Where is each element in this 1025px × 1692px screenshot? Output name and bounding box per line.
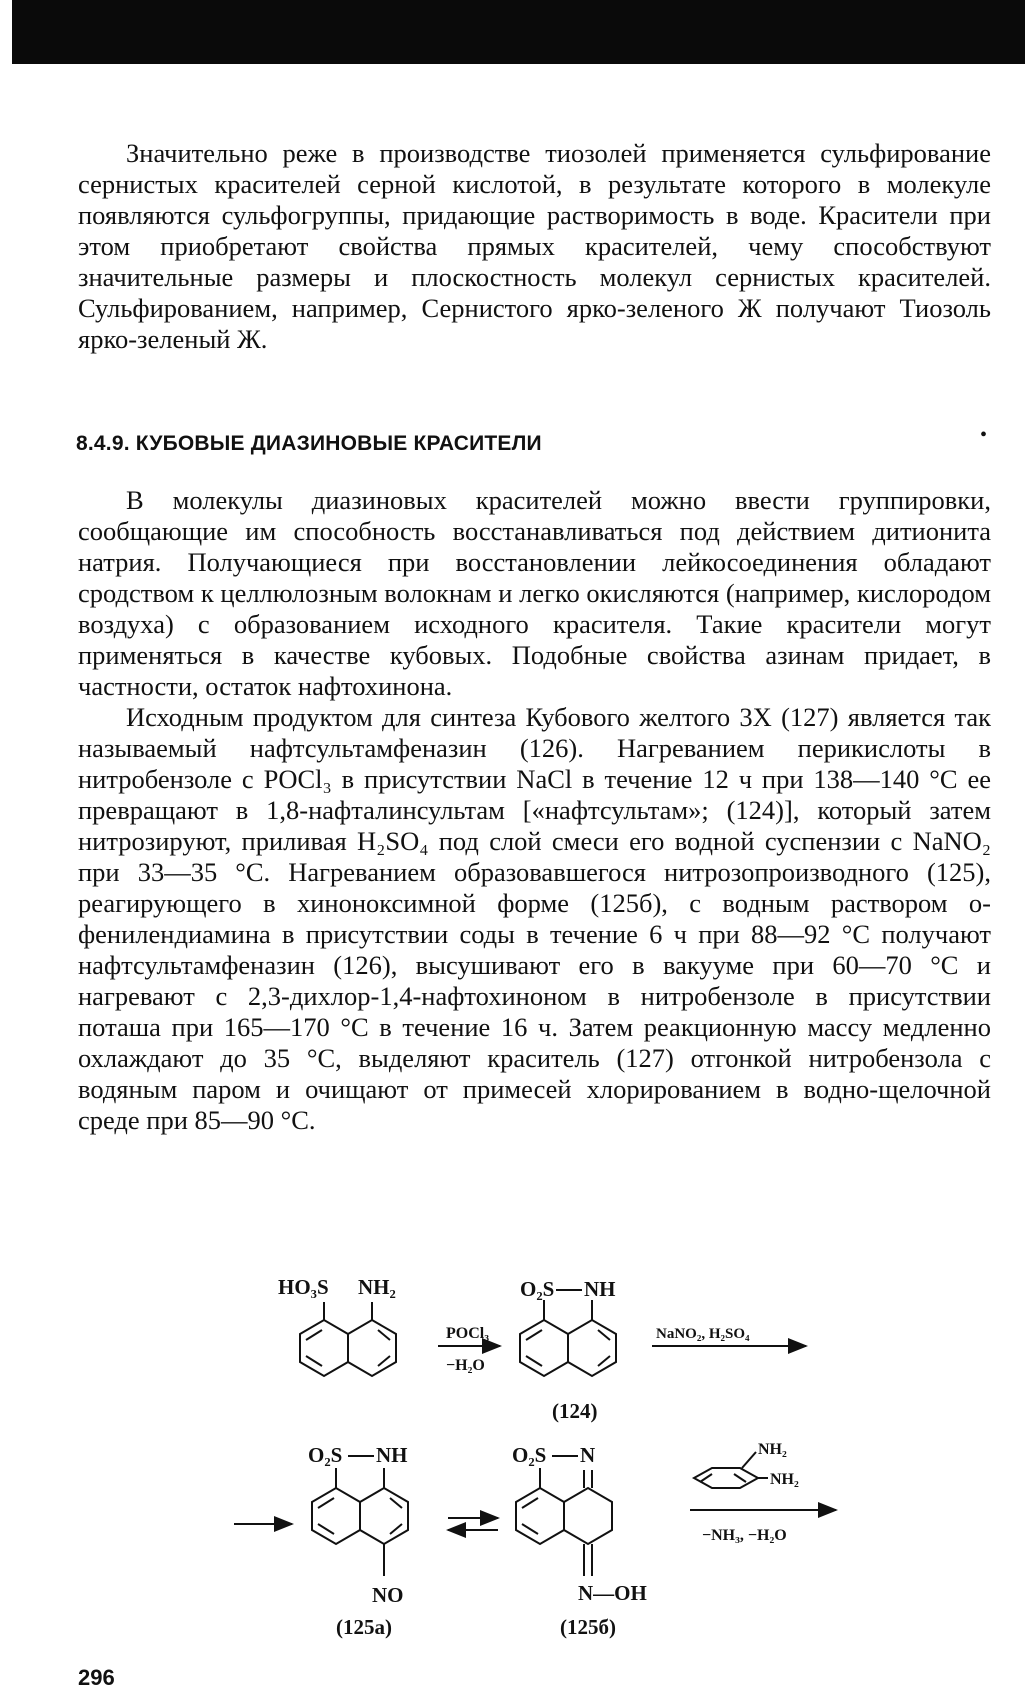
p124-o2s: O₂S — [520, 1277, 555, 1301]
reagent-3-bottom: −NH₃, −H₂O — [702, 1527, 787, 1544]
opd-nh2-top: NH₂ — [758, 1441, 787, 1458]
reagent-1-bottom: −H₂O — [446, 1357, 485, 1374]
section-heading: 8.4.9. КУБОВЫЕ ДИАЗИНОВЫЕ КРАСИТЕЛИ — [76, 432, 542, 455]
structure-125b — [516, 1456, 612, 1576]
reagent-2: NaNO₂, H₂SO₄ — [656, 1326, 750, 1342]
paragraph-3-text: Исходным продуктом для синтеза Кубового желтого 3Х (127) является так называемый нафтсультамфеназин (126). Нагреванием перикислоты в нитробензоле с POCl₃ в присутствии NaCl в течение 12 ч при 138—140 °С ее превращают в 1,8-нафталинсультам [«нафтсультам»; (124)], который затем нитрозируют, приливая H₂SO₄ под слой смеси его водной суспензии с NaNO₂ при 33—35 °С. Нагреванием образовавшегося нитрозопроизводного (125), реагирующего в хиноноксимной форме (125б), с водным раствором о-фенилендиамина в присутствии соды в течение 6 ч при 88—92 °С получают нафтсультамфеназин (126), высушивают его в вакууме при 60—70 °С и нагревают с 2,3-дихлор-1,4-нафтохиноном в нитробензоле в присутствии поташа при 165—170 °С в течение 16 ч. Затем реакционную массу медленно охлаждают до 35 °С, выделяют краситель (127) отгонкой нитробензола с водяным паром и очищают от примесей хлорированием в водно-щелочной среде при 85—90 °С. — [78, 702, 991, 1135]
p125a-no: NO — [372, 1583, 404, 1607]
reagent-1-top: POCl₃ — [446, 1325, 490, 1342]
label-125b: (125б) — [560, 1615, 616, 1639]
paragraph-1-text: Значительно реже в производстве тиозолей применяется сульфирование сернистых красителей серной кислотой, в результате которого в молекуле появляются сульфогруппы, придающие растворимость в воде. Красители при этом приобретают свойства прямых красителей, чему способствуют значительные размеры и плоскостность молекул сернистых красителей. Сульфированием, например, Сернистого ярко-зеленого Ж получают Тиозоль ярко-зеленый Ж. — [78, 138, 991, 354]
structure-o-phenylenediamine — [694, 1452, 768, 1488]
p124-nh: NH — [584, 1277, 616, 1301]
sm-so3h: HO₃S — [278, 1275, 329, 1299]
p125b-o2s: O₂S — [512, 1443, 547, 1467]
structure-starting-material — [300, 1302, 396, 1376]
scan-mark: • — [980, 424, 988, 446]
p125b-noh: N—OH — [578, 1581, 647, 1605]
paragraph-2-text: В молекулы диазиновых красителей можно ввести группировки, сообщающие им способность восстанавливаться под действием дитионита натрия. Получающиеся при восстановлении лейкосоединения обладают сродством к целлюлозным волокнам и легко окисляются (например, кислородом воздуха) с образованием исходного красителя. Такие красители могут применяться в качестве кубовых. Подобные свойства азинам придает, в частности, остаток нафтохинона. — [78, 485, 991, 701]
label-124: (124) — [552, 1399, 598, 1423]
label-125a: (125а) — [336, 1615, 392, 1639]
page-number: 296 — [78, 1665, 115, 1690]
p125b-n: N — [580, 1443, 596, 1467]
opd-nh2-side: NH₂ — [770, 1471, 799, 1488]
structure-124 — [520, 1290, 616, 1376]
p125a-nh: NH — [376, 1443, 408, 1467]
sm-nh2: NH₂ — [358, 1275, 396, 1299]
structure-125a — [312, 1456, 408, 1576]
p125a-o2s: O₂S — [308, 1443, 343, 1467]
